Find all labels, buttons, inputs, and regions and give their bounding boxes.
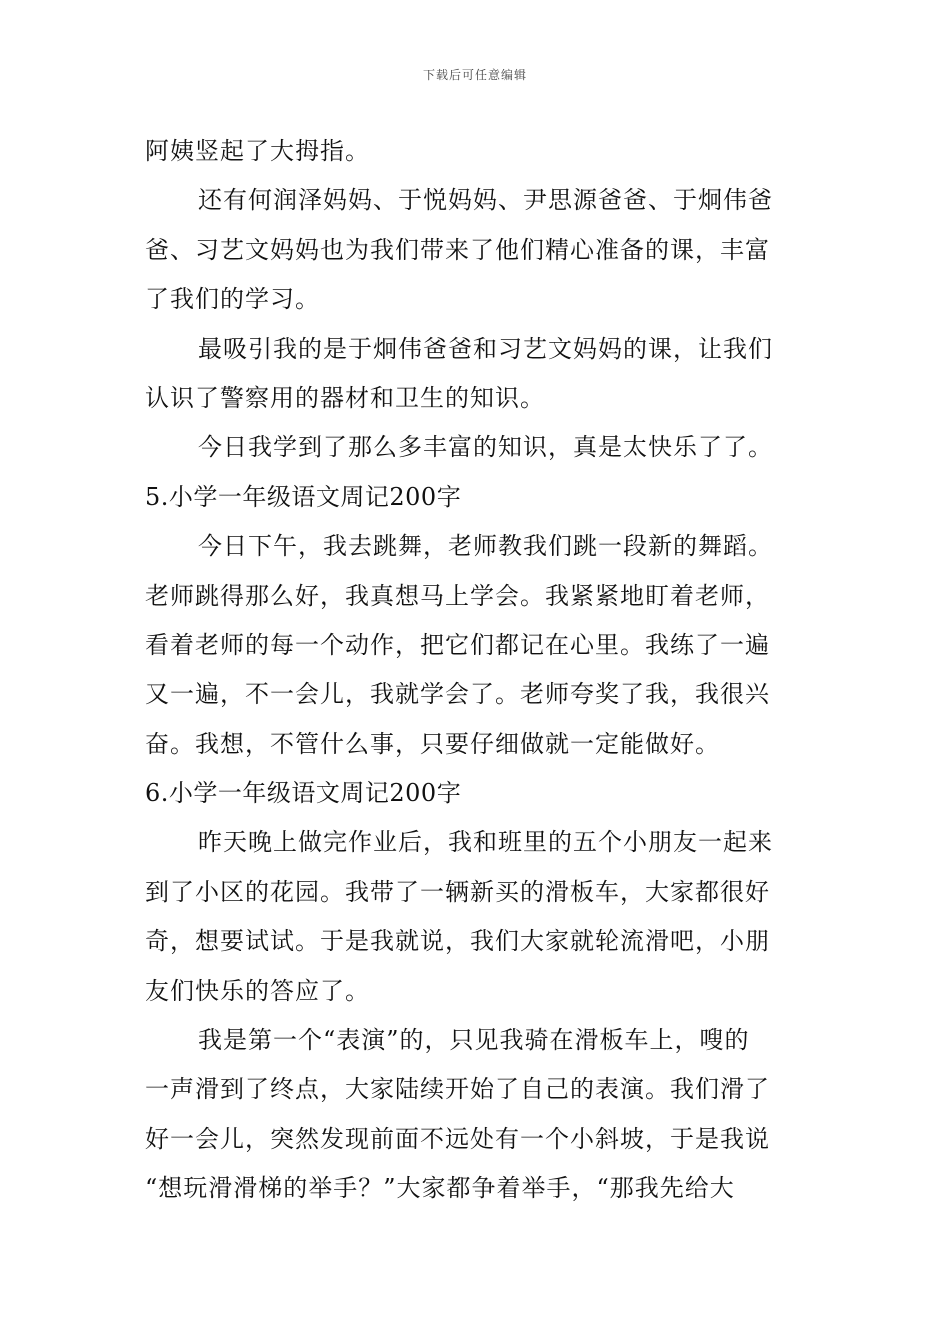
text-line: 老师跳得那么好，我真想马上学会。我紧紧地盯着老师， (145, 581, 770, 610)
text-line: 认识了警察用的器材和卫生的知识。 (145, 383, 545, 412)
text-line: 今日我学到了那么多丰富的知识，真是太快乐了了。 (198, 433, 773, 462)
text-line: 到了小区的花园。我带了一辆新买的滑板车，大家都很好 (145, 877, 770, 906)
text-line: 友们快乐的答应了。 (145, 976, 370, 1005)
text-line: 我是第一个“表演”的，只见我骑在滑板车上，嗖的 (198, 1026, 750, 1055)
text-line: 又一遍，不一会儿，我就学会了。老师夸奖了我，我很兴 (145, 680, 770, 709)
text-line: 奋。我想，不管什么事，只要仔细做就一定能做好。 (145, 729, 720, 758)
text-line: 好一会儿，突然发现前面不远处有一个小斜坡，于是我说 (145, 1124, 770, 1153)
section-heading: 6.小学一年级语文周记200字 (145, 779, 462, 808)
text-line: 了我们的学习。 (145, 285, 320, 314)
text-line: 阿姨竖起了大拇指。 (145, 137, 370, 165)
text-line: 爸、习艺文妈妈也为我们带来了他们精心准备的课，丰富 (145, 235, 770, 264)
text-line: 一声滑到了终点，大家陆续开始了自己的表演。我们滑了 (145, 1075, 770, 1104)
text-line: 奇，想要试试。于是我就说，我们大家就轮流滑吧，小朋 (145, 927, 770, 956)
text-line: 昨天晚上做完作业后，我和班里的五个小朋友一起来 (198, 828, 773, 857)
section-heading: 5.小学一年级语文周记200字 (145, 482, 462, 511)
text-line: 最吸引我的是于炯伟爸爸和习艺文妈妈的课，让我们 (198, 334, 773, 363)
page-header: 下载后可任意编辑 (422, 68, 527, 82)
text-line: “想玩滑滑梯的举手？”大家都争着举手，“那我先给大 (145, 1174, 735, 1203)
text-line: 看着老师的每一个动作，把它们都记在心里。我练了一遍 (145, 630, 770, 659)
text-line: 今日下午，我去跳舞，老师教我们跳一段新的舞蹈。 (198, 532, 773, 561)
document-body (145, 127, 810, 1214)
text-line: 还有何润泽妈妈、于悦妈妈、尹思源爸爸、于炯伟爸 (198, 186, 773, 215)
